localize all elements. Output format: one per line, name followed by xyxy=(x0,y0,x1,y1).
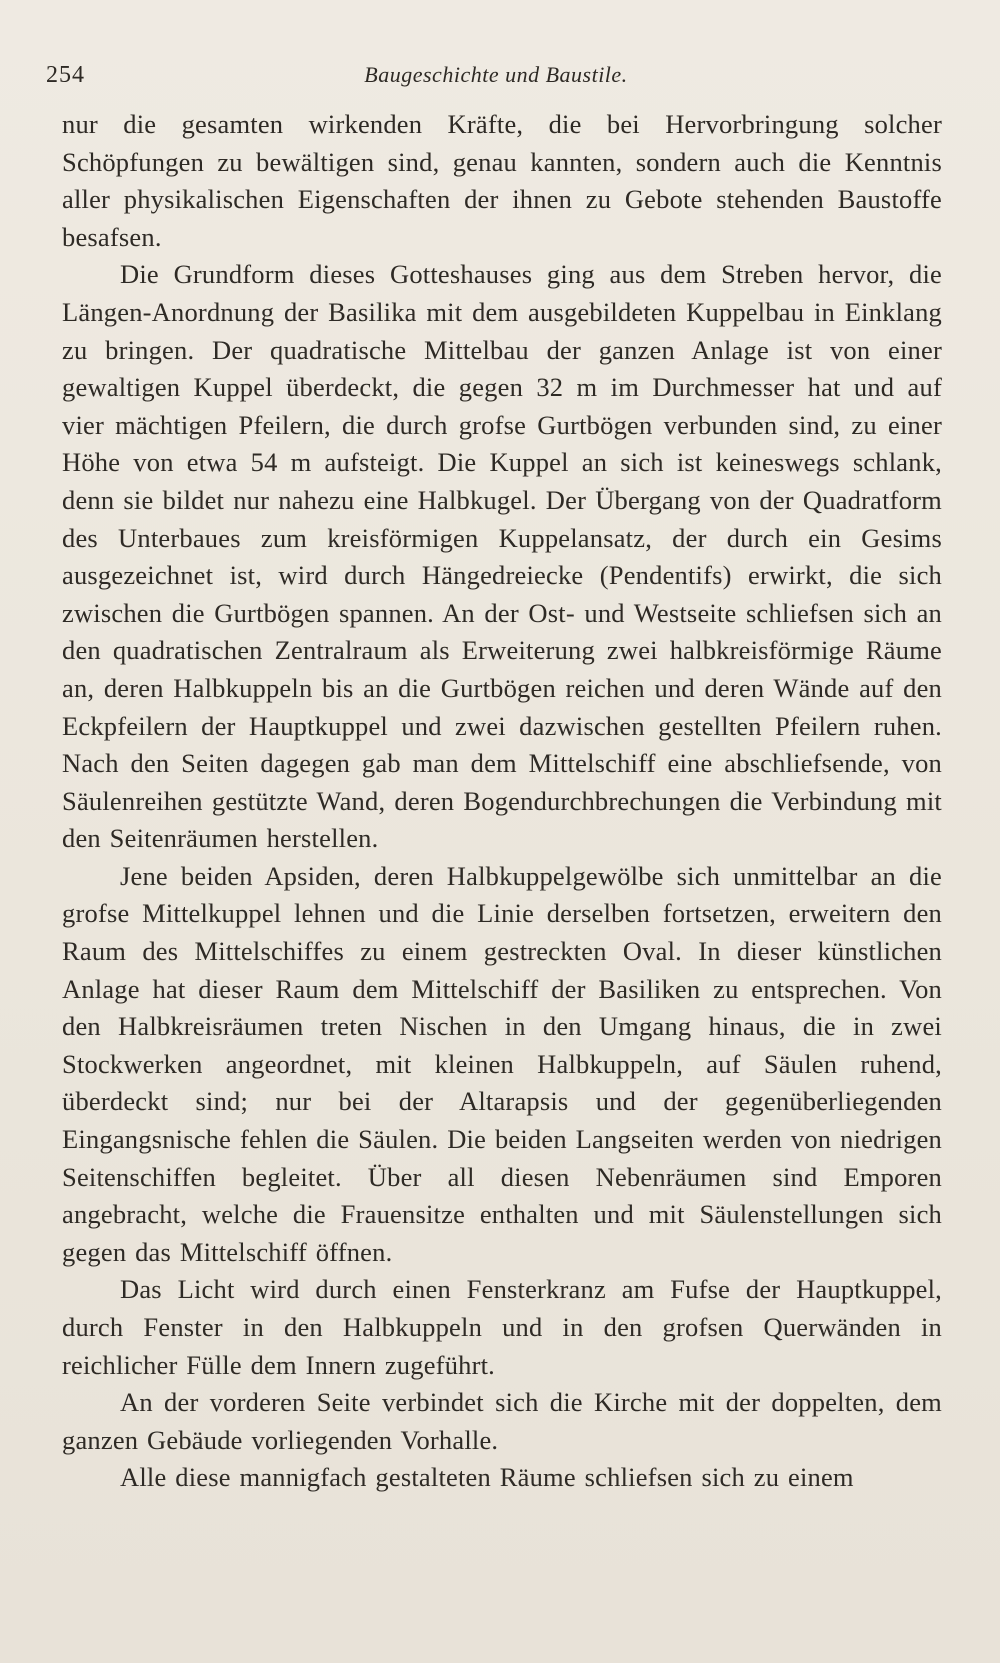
body-text xyxy=(62,106,942,1497)
paragraph-6: Alle diese mannigfach gestalteten Räume schliefsen sich zu einem xyxy=(120,1462,854,1493)
paragraph-3: Jene beiden Apsiden, deren Halbkuppelgewölbe sich unmittelbar an die grofse Mittelkuppel lehnen und die Linie derselben fortsetzen, erweitern den Raum des Mittelschiffes zu einem gestreckten Oval. In dieser künstlichen Anlage hat dieser Raum dem Mittelschiff der Basiliken zu entsprechen. Von den Halbkreisräumen treten Nischen in den Umgang hinaus, die in zwei Stockwerken angeordnet, mit kleinen Halbkuppeln, auf Säulen ruhend, überdeckt sind; nur bei der Altarapsis und der gegenüberliegenden Eingangsnische fehlen die Säulen. Die beiden Langseiten werden von niedrigen Seitenschiffen begleitet. Über all diesen Nebenräumen sind Emporen angebracht, welche die Frauensitze enthalten und mit Säulenstellungen sich gegen das Mittelschiff öffnen. xyxy=(62,860,942,1267)
paragraph-4: Das Licht wird durch einen Fensterkranz am Fufse der Hauptkuppel, durch Fenster in den Halbkuppeln und in den grofsen Querwänden in reichlicher Fülle dem Innern zugeführt. xyxy=(62,1274,942,1380)
paragraph-5: An der vorderen Seite verbindet sich die Kirche mit der doppelten, dem ganzen Gebäude vorliegenden Vorhalle. xyxy=(62,1387,942,1455)
page-number: 254 xyxy=(46,62,85,88)
paragraph-2: Die Grundform dieses Gotteshauses ging aus dem Streben hervor, die Längen-Anordnung der Basilika mit dem ausgebildeten Kuppelbau in Einklang zu bringen. Der quadratische Mittelbau der ganzen Anlage ist von einer gewaltigen Kuppel überdeckt, die gegen 32 m im Durchmesser hat und auf vier mächtigen Pfeilern, die durch grofse Gurtbögen verbunden sind, zu einer Höhe von etwa 54 m aufsteigt. Die Kuppel an sich ist keineswegs schlank, denn sie bildet nur nahezu eine Halbkugel. Der Übergang von der Quadratform des Unterbaues zum kreisförmigen Kuppelansatz, der durch ein Gesims ausgezeichnet ist, wird durch Hängedreiecke (Pendentifs) erwirkt, die sich zwischen die Gurtbögen spannen. An der Ost- und Westseite schliefsen sich an den quadratischen Zentralraum als Erweiterung zwei halbkreisförmige Räume an, deren Halbkuppeln bis an die Gurtbögen reichen und deren Wände auf den Eckpfeilern der Hauptkuppel und zwei dazwischen gestellten Pfeilern ruhen. Nach den Seiten dagegen gab man dem Mittelschiff eine abschliefsende, von Säulenreihen gestützte Wand, deren Bogendurchbrechungen die Verbindung mit den Seitenräumen herstellen. xyxy=(62,259,942,854)
page-header xyxy=(46,62,946,98)
running-title: Baugeschichte und Baustile. xyxy=(364,62,628,87)
paragraph-1: nur die gesamten wirkenden Kräfte, die bei Hervorbringung solcher Schöpfungen zu bewältigen sind, genau kannten, sondern auch die Kenntnis aller physikalischen Eigenschaften der ihnen zu Gebote stehenden Baustoffe besafsen. xyxy=(62,109,942,252)
